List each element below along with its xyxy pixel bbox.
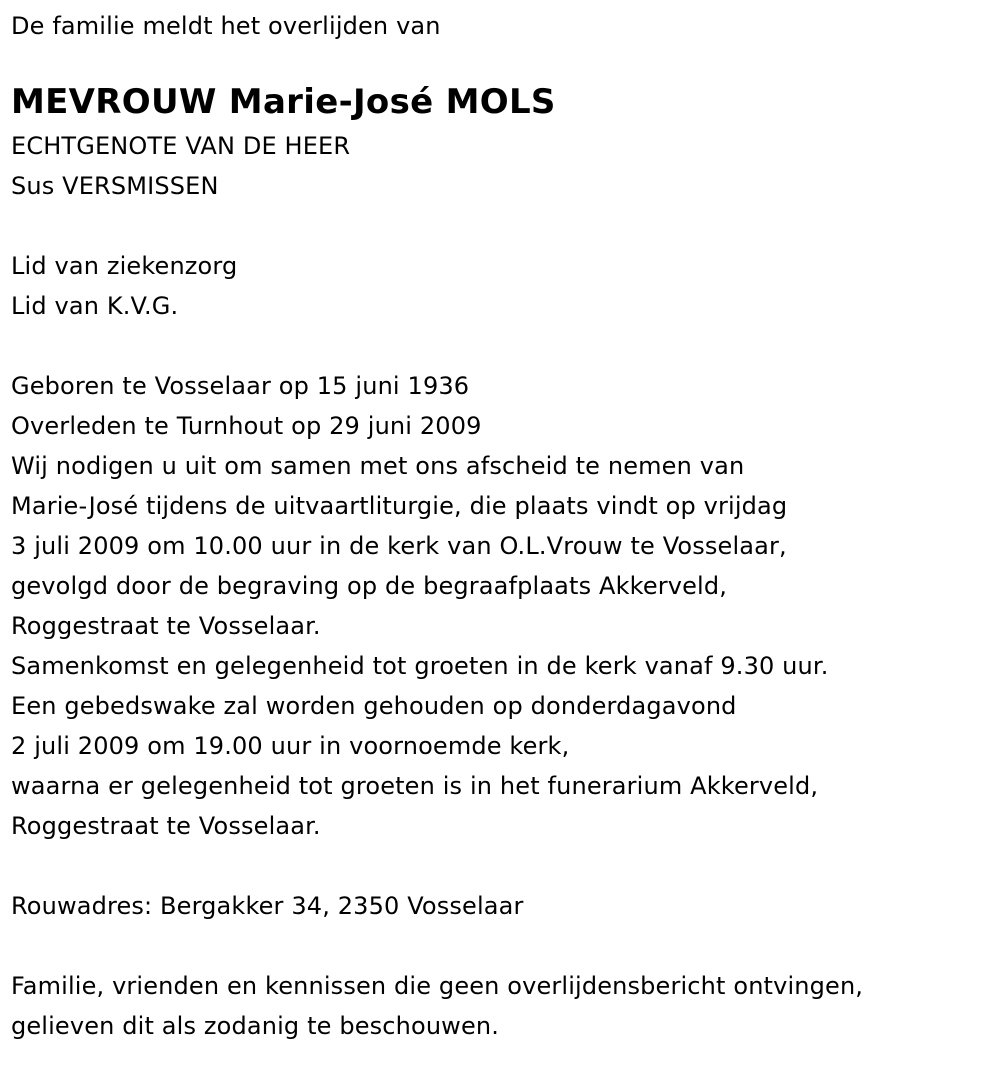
birth-info: Geboren te Vosselaar op 15 juni 1936	[11, 372, 470, 400]
death-notice	[11, 6, 986, 1046]
ceremony-line: Een gebedswake zal worden gehouden op donderdagavond	[11, 692, 737, 720]
membership-item: Lid van K.V.G.	[11, 292, 179, 320]
death-info: Overleden te Turnhout op 29 juni 2009	[11, 412, 482, 440]
intro-text: De familie meldt het overlijden van	[11, 12, 441, 40]
spacer	[11, 206, 986, 246]
relation-text: ECHTGENOTE VAN DE HEER	[11, 132, 351, 160]
closing-line: gelieven dit als zodanig te beschouwen.	[11, 1012, 500, 1040]
ceremony-line: Samenkomst en gelegenheid tot groeten in de kerk vanaf 9.30 uur.	[11, 652, 829, 680]
mourning-address: Rouwadres: Bergakker 34, 2350 Vosselaar	[11, 892, 524, 920]
ceremony-line: waarna er gelegenheid tot groeten is in het funerarium Akkerveld,	[11, 772, 819, 800]
spacer	[11, 326, 986, 366]
ceremony-line: Roggestraat te Vosselaar.	[11, 812, 321, 840]
spouse-name: Sus VERSMISSEN	[11, 172, 219, 200]
ceremony-line: Roggestraat te Vosselaar.	[11, 612, 321, 640]
ceremony-line: Wij nodigen u uit om samen met ons afscheid te nemen van	[11, 452, 745, 480]
spacer	[11, 926, 986, 966]
spacer	[11, 846, 986, 886]
ceremony-line: Marie-José tijdens de uitvaartliturgie, die plaats vindt op vrijdag	[11, 492, 788, 520]
deceased-name: MEVROUW Marie-José MOLS	[11, 82, 556, 122]
membership-item: Lid van ziekenzorg	[11, 252, 238, 280]
ceremony-line: 2 juli 2009 om 19.00 uur in voornoemde kerk,	[11, 732, 570, 760]
closing-line: Familie, vrienden en kennissen die geen overlijdensbericht ontvingen,	[11, 972, 864, 1000]
ceremony-line: 3 juli 2009 om 10.00 uur in de kerk van O.L.Vrouw te Vosselaar,	[11, 532, 787, 560]
ceremony-line: gevolgd door de begraving op de begraafplaats Akkerveld,	[11, 572, 728, 600]
